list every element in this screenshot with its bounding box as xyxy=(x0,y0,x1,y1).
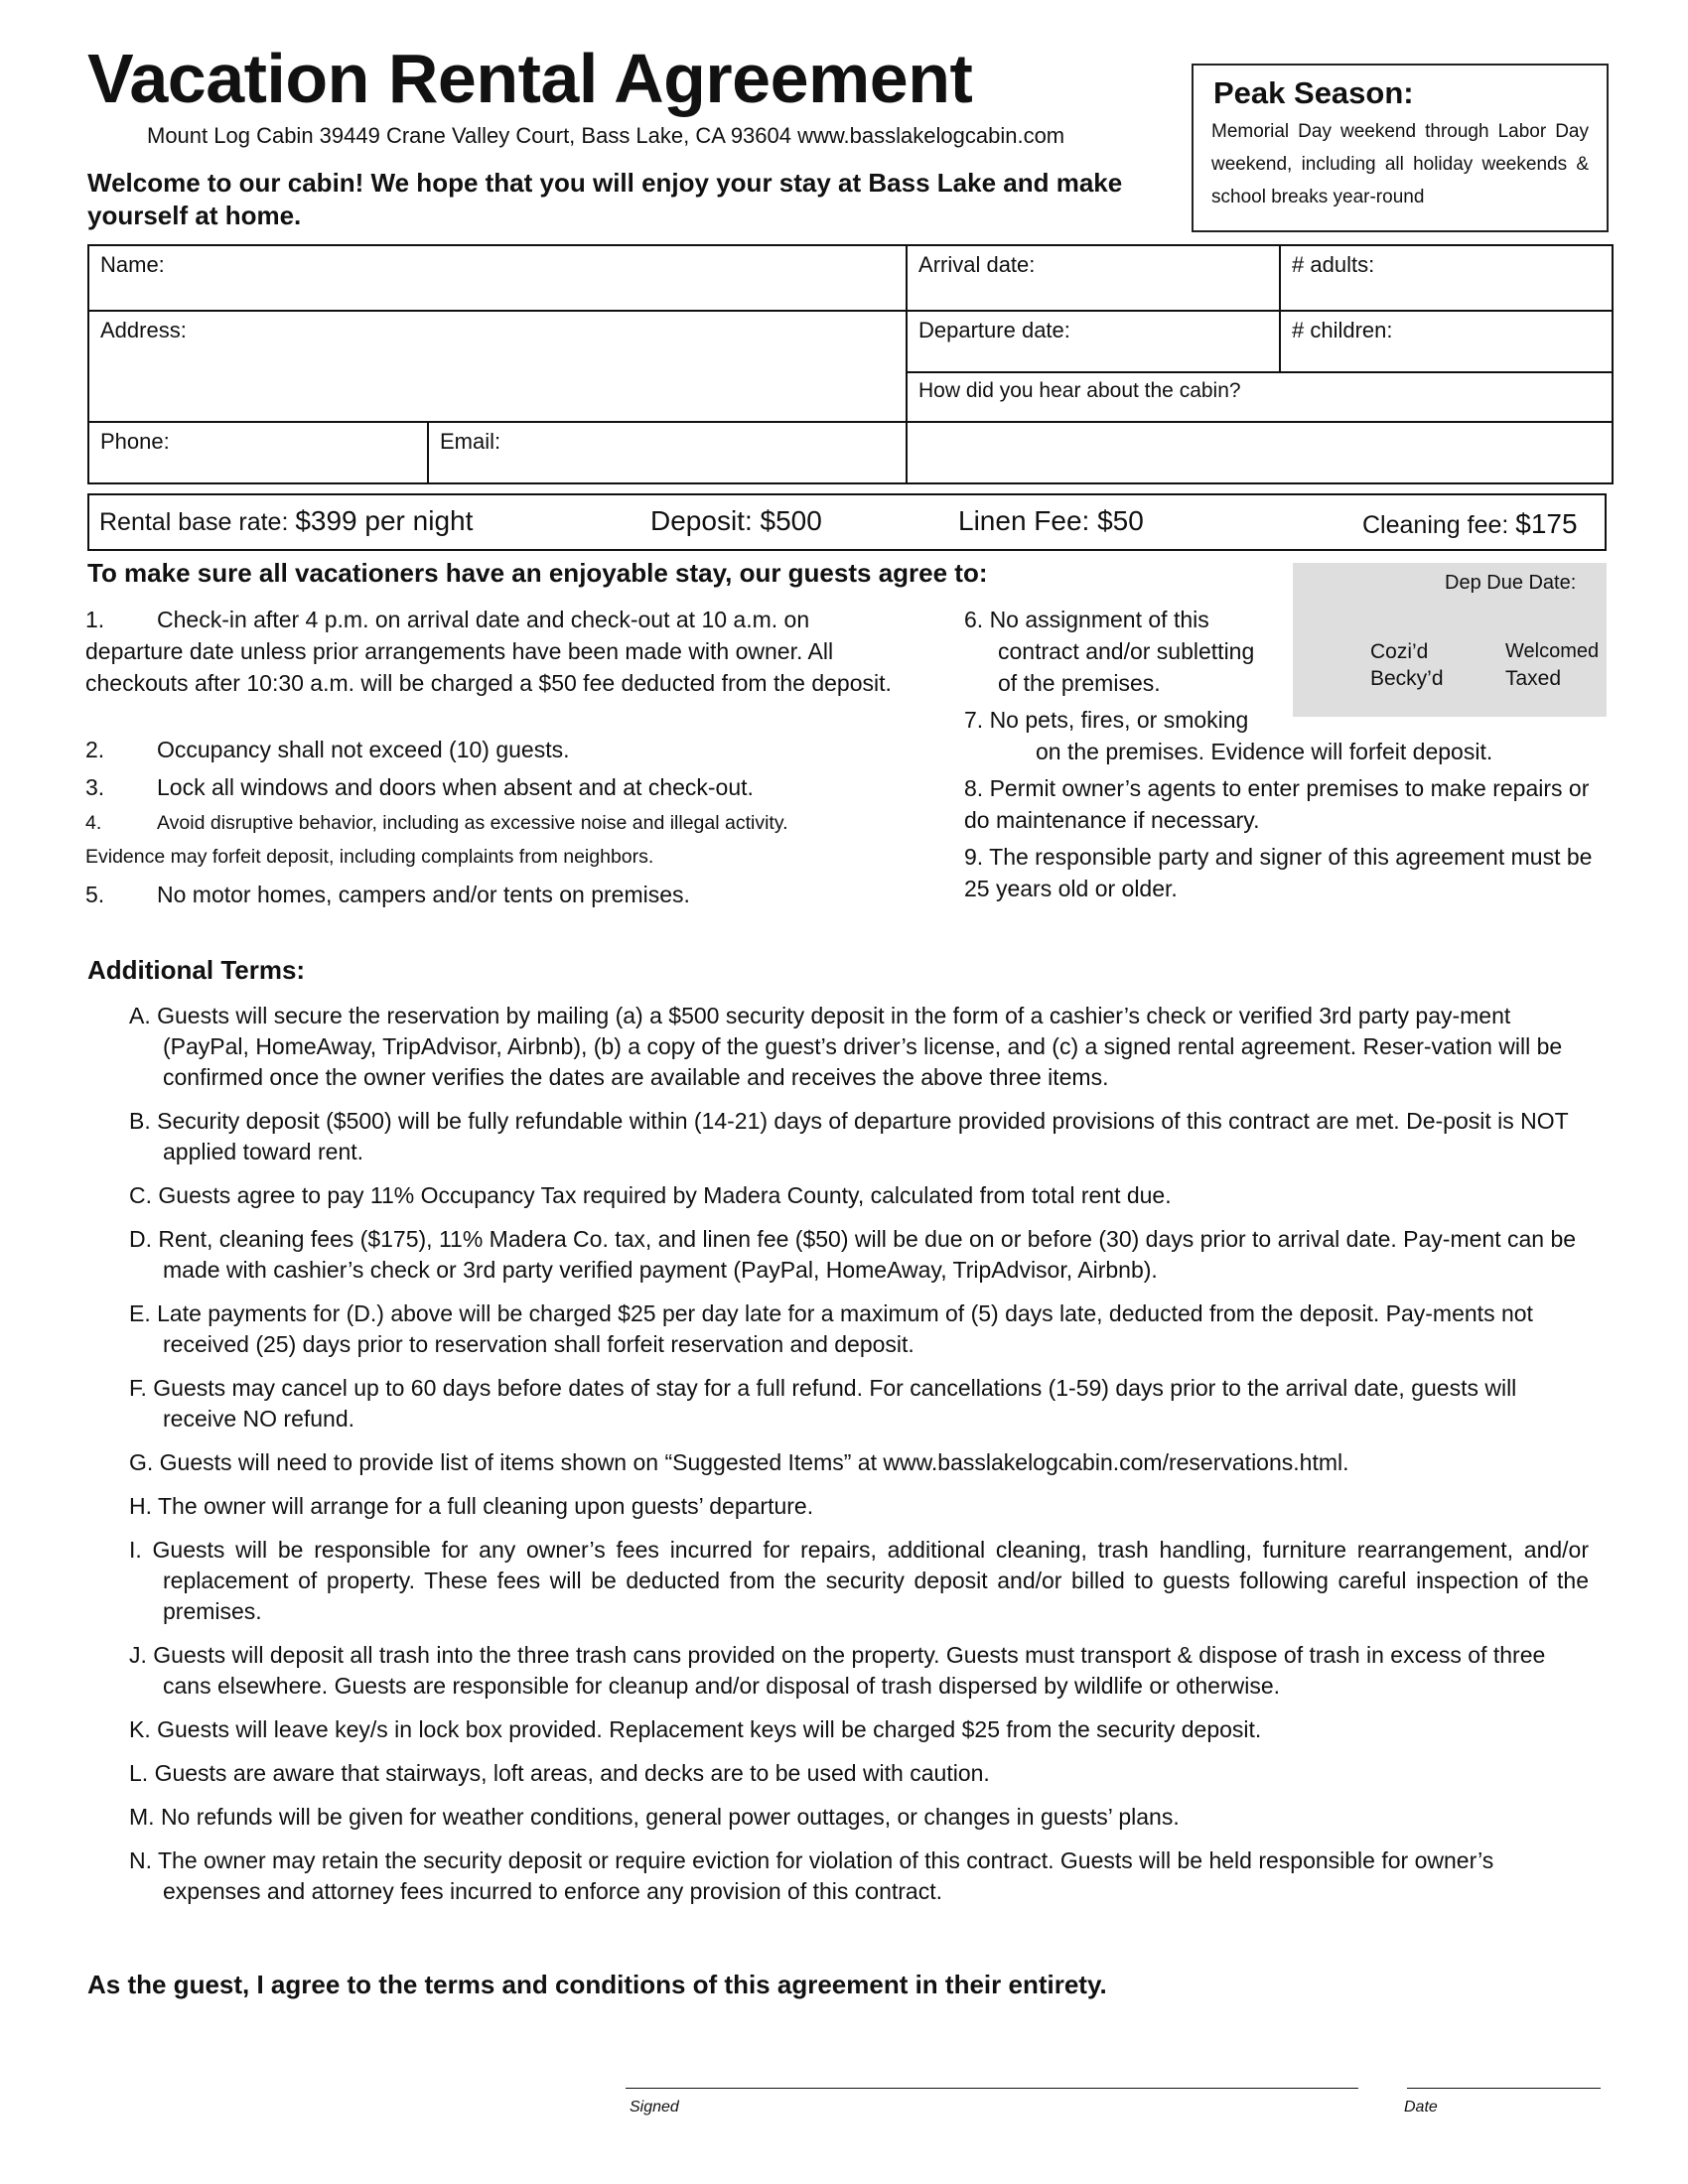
term-i: I. Guests will be responsible for any owner’s fees incurred for repairs, additional cleaning, trash handling, furniture rearrangement, and/or replacement of property. These fees will be deducted from the security deposit and/or billed to guests following careful inspection of the premises. xyxy=(129,1537,1589,1624)
email-field[interactable] xyxy=(428,422,907,483)
phone-field[interactable] xyxy=(88,422,428,483)
base-rate xyxy=(99,505,473,537)
rule-5-text: No motor homes, campers and/or tents on premises. xyxy=(157,882,690,907)
children-label: # children: xyxy=(1292,318,1393,342)
rule-3 xyxy=(85,771,910,803)
term-f: F. Guests may cancel up to 60 days before dates of stay for a full refund. For cancellations (1-59) days prior to the arrival date, guests will receive NO refund. xyxy=(129,1375,1517,1432)
rule-4-text-b: Evidence may forfeit deposit, including complaints from neighbors. xyxy=(85,846,654,868)
deposit-status-box xyxy=(1293,563,1607,717)
email-label: Email: xyxy=(440,429,501,454)
linen-fee: Linen Fee: $50 xyxy=(958,505,1144,536)
page-title: Vacation Rental Agreement xyxy=(87,40,973,117)
rule-5-number: 5. xyxy=(85,882,105,907)
address-label: Address: xyxy=(100,318,187,342)
name-label: Name: xyxy=(100,252,165,277)
arrival-date-field[interactable] xyxy=(907,245,1280,311)
additional-terms-list xyxy=(129,1001,1589,1920)
rule-3-number: 3. xyxy=(85,774,105,800)
rule-7-line-a: 7. No pets, fires, or smoking xyxy=(964,707,1249,733)
rule-8: 8. Permit owner’s agents to enter premises to make repairs or do maintenance if necessary. xyxy=(964,775,1590,833)
referral-label: How did you hear about the cabin? xyxy=(918,379,1241,402)
rule-4-number: 4. xyxy=(85,812,102,834)
cleaning-fee-label: Cleaning fee: xyxy=(1362,511,1516,539)
rule-6-line-b: contract and/or subletting xyxy=(998,638,1255,664)
welcome-message: Welcome to our cabin! We hope that you will enjoy your stay at Bass Lake and make yourself at home. xyxy=(87,168,1123,230)
rule-1-text: Check-in after 4 p.m. on arrival date and check-out at 10 a.m. on departure date unless prior arrangements have been made with owner. All checkouts after 10:30 a.m. will be charged a $50 fee deducted from the deposit. xyxy=(85,607,892,696)
term-m: M. No refunds will be given for weather conditions, general power outtages, or changes in guests’ plans. xyxy=(129,1804,1180,1830)
term-k: K. Guests will leave key/s in lock box provided. Replacement keys will be charged $25 from the security deposit. xyxy=(129,1716,1262,1742)
term-n: N. The owner may retain the security deposit or require eviction for violation of this contract. Guests will be held responsible for owner’s expenses and attorney fees incurred to enforce any provision of this contract. xyxy=(129,1847,1494,1904)
date-label: Date xyxy=(1404,2099,1438,2116)
adults-label: # adults: xyxy=(1292,252,1375,277)
departure-date-field[interactable] xyxy=(907,311,1280,372)
phone-label: Phone: xyxy=(100,429,170,454)
rule-3-text: Lock all windows and doors when absent and at check-out. xyxy=(157,774,754,800)
signature-line[interactable] xyxy=(626,2088,1358,2089)
term-e: E. Late payments for (D.) above will be charged $25 per day late for a maximum of (5) days late, deducted from the deposit. Pay-ments not received (25) days prior to reservation shall forfeit reservation and deposit. xyxy=(129,1300,1533,1357)
rule-4-text-a: Avoid disruptive behavior, including as excessive noise and illegal activity. xyxy=(157,812,788,834)
cabin-address: Mount Log Cabin 39449 Crane Valley Court, Bass Lake, CA 93604 www.basslakelogcabin.com xyxy=(147,123,1065,148)
rule-6-line-a: 6. No assignment of this xyxy=(964,607,1209,632)
term-b: B. Security deposit ($500) will be fully refundable within (14-21) days of departure provided provisions of this contract are met. De-posit is NOT applied toward rent. xyxy=(129,1108,1569,1164)
beckyd-label: Becky’d xyxy=(1370,667,1444,690)
deposit-amount: Deposit: $500 xyxy=(650,505,822,536)
cleaning-fee-value: $175 xyxy=(1515,508,1578,539)
peak-season-title: Peak Season: xyxy=(1213,75,1414,110)
rule-5 xyxy=(85,879,910,910)
rates-bar xyxy=(87,493,1607,551)
departure-date-label: Departure date: xyxy=(918,318,1070,342)
rule-2-number: 2. xyxy=(85,737,105,762)
rule-6-line-c: of the premises. xyxy=(998,670,1161,696)
taxed-label: Taxed xyxy=(1505,667,1562,690)
arrival-date-label: Arrival date: xyxy=(918,252,1036,277)
referral-question xyxy=(907,372,1613,422)
base-rate-label: Rental base rate: xyxy=(99,508,296,536)
additional-terms-heading: Additional Terms: xyxy=(87,955,306,985)
cozid-label: Cozi’d xyxy=(1370,640,1429,663)
address-field[interactable] xyxy=(88,311,907,422)
rule-2 xyxy=(85,734,910,765)
rule-1 xyxy=(85,604,910,699)
guest-rules-heading: To make sure all vacationers have an enjoyable stay, our guests agree to: xyxy=(87,558,988,588)
guest-info-form xyxy=(87,244,1614,484)
term-j: J. Guests will deposit all trash into the three trash cans provided on the property. Guests must transport & dispose of trash in excess of three cans elsewhere. Guests are responsible for cleanup and/or disposal of trash dispersed by wildlife or otherwise. xyxy=(129,1642,1546,1699)
welcomed-label: Welcomed xyxy=(1505,640,1600,662)
base-rate-value: $399 per night xyxy=(295,505,474,536)
cleaning-fee xyxy=(1362,508,1578,540)
term-g: G. Guests will need to provide list of items shown on “Suggested Items” at www.basslakelogcabin.com/reservations.html. xyxy=(129,1449,1349,1475)
agreement-statement: As the guest, I agree to the terms and conditions of this agreement in their entirety. xyxy=(87,1970,1107,1999)
term-h: H. The owner will arrange for a full cleaning upon guests’ departure. xyxy=(129,1493,814,1519)
rule-2-text: Occupancy shall not exceed (10) guests. xyxy=(157,737,570,762)
rule-7-line-b: on the premises. Evidence will forfeit deposit. xyxy=(1036,739,1493,764)
peak-season-box xyxy=(1192,64,1609,232)
children-field[interactable] xyxy=(1280,311,1613,372)
rule-4 xyxy=(85,806,939,874)
term-l: L. Guests are aware that stairways, loft areas, and decks are to be used with caution. xyxy=(129,1760,990,1786)
signed-label: Signed xyxy=(630,2099,679,2116)
dep-due-date-label: Dep Due Date: xyxy=(1445,572,1577,594)
name-field[interactable] xyxy=(88,245,907,311)
rule-1-number: 1. xyxy=(85,607,105,632)
term-d: D. Rent, cleaning fees ($175), 11% Madera Co. tax, and linen fee ($50) will be due on or before (30) days prior to arrival date. Pay-ment can be made with cashier’s check or 3rd party verified payment (PayPal, HomeAway, TripAdvisor, Airbnb). xyxy=(129,1226,1577,1283)
adults-field[interactable] xyxy=(1280,245,1613,311)
rule-9: 9. The responsible party and signer of this agreement must be 25 years old or older. xyxy=(964,844,1593,901)
peak-season-text: Memorial Day weekend through Labor Day weekend, including all holiday weekends & school breaks year-round xyxy=(1211,121,1589,207)
term-a: A. Guests will secure the reservation by mailing (a) a $500 security deposit in the form of a cashier’s check or verified 3rd party pay-ment (PayPal, HomeAway, TripAdvisor, Airbnb), (b) a copy of the guest’s driver’s license, and (c) a signed rental agreement. Reser-vation will be confirmed once the owner verifies the dates are available and receives the above three items. xyxy=(129,1003,1563,1090)
term-c: C. Guests agree to pay 11% Occupancy Tax required by Madera County, calculated from total rent due. xyxy=(129,1182,1172,1208)
referral-answer-field[interactable] xyxy=(907,422,1613,483)
rule-6 xyxy=(964,604,1292,699)
date-line[interactable] xyxy=(1407,2088,1601,2089)
